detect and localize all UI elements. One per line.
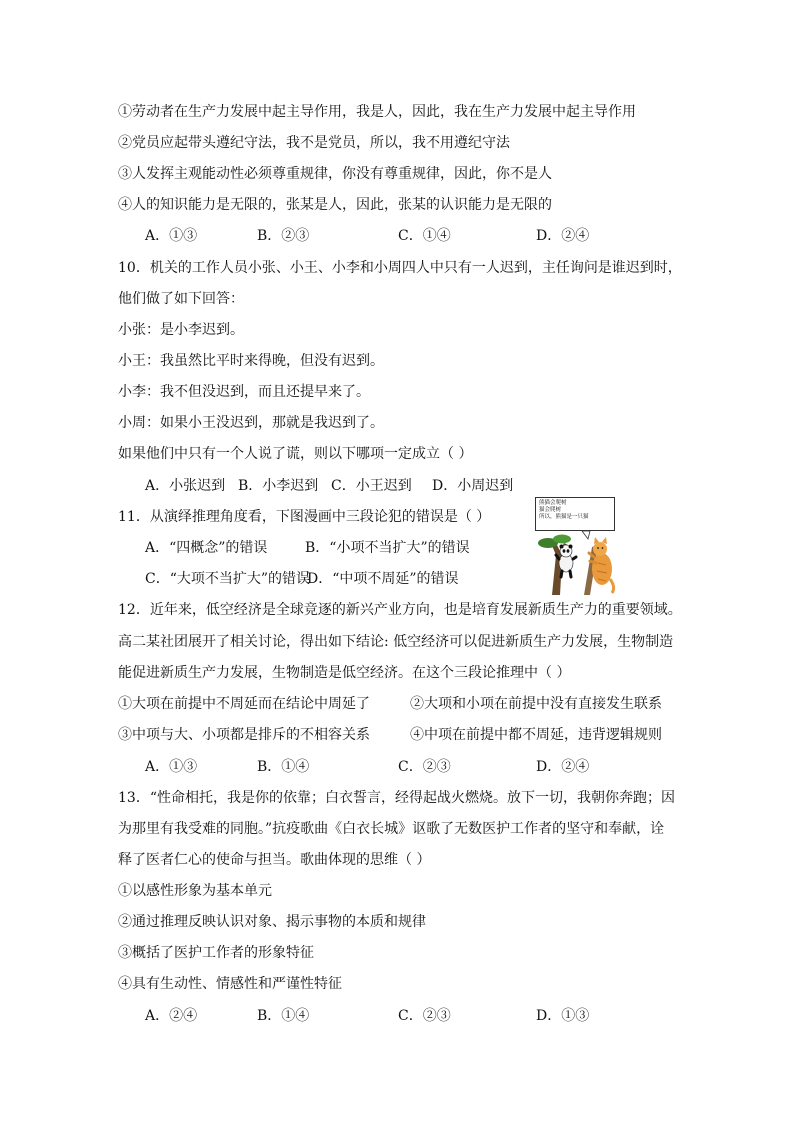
q10-option-b: B．小李迟到 [238, 478, 319, 494]
q11-stem: 11．从演绎推理角度看，下图漫画中三段论犯的错误是（ ） [118, 509, 491, 525]
q13-stem-line-1: 13．“性命相托，我是你的依靠；白衣誓言，经得起战火燃烧。放下一切，我朝你奔跑；因 [118, 790, 675, 806]
q12-stem-line-1: 12．近年来，低空经济是全球竞逐的新兴产业方向，也是培育发展新质生产力的重要领域。 [118, 602, 682, 618]
q13-stem-line-3: 释了医者仁心的使命与担当。歌曲体现的思维（ ） [118, 852, 431, 868]
cat-icon [589, 537, 614, 593]
q12-statement-3: ③中项与大、小项都是排斥的不相容关系 [118, 727, 370, 743]
q12-statement-4: ④中项在前提中都不周延，违背逻辑规则 [410, 727, 662, 743]
cartoon-text-line-1: 熊猫会爬树 [539, 500, 567, 506]
q13-option-d: D．①③ [536, 1008, 590, 1024]
q10-option-a: A．小张迟到 [145, 478, 226, 494]
q9-statement-3: ③人发挥主观能动性必须尊重规律，你没有尊重规律，因此，你不是人 [118, 166, 552, 182]
q12-statement-1: ①大项在前提中不周延而在结论中周延了 [118, 696, 370, 712]
q13-option-a: A．②④ [145, 1008, 198, 1024]
q13-statement-3: ③概括了医护工作者的形象特征 [118, 945, 314, 961]
q10-answer-wang: 小王：我虽然比平时来得晚，但没有迟到。 [118, 353, 384, 369]
panda-cat-cartoon [532, 497, 616, 595]
q10-option-d: D．小周迟到 [432, 478, 514, 494]
q10-stem-line-2: 他们做了如下回答： [118, 291, 244, 307]
q11-option-c: C．“大项不当扩大”的错误 [145, 571, 311, 587]
cartoon-text-line-2: 猫会爬树 [539, 507, 562, 513]
q9-option-b: B．②③ [257, 228, 310, 244]
q12-option-b: B．①④ [257, 759, 310, 775]
q12-stem-line-2: 高二某社团展开了相关讨论，得出如下结论: 低空经济可以促进新质生产力发展，生物制造 [118, 634, 674, 650]
q13-statement-1: ①以感性形象为基本单元 [118, 883, 272, 899]
q12-statement-2: ②大项和小项在前提中没有直接发生联系 [410, 696, 662, 712]
q10-stem-line-1: 10．机关的工作人员小张、小王、小李和小周四人中只有一人迟到，主任询问是谁迟到时， [118, 260, 682, 276]
q9-statement-4: ④人的知识能力是无限的，张某是人，因此，张某的认识能力是无限的 [118, 197, 552, 213]
cartoon-text-line-3: 所以，熊猫是一只猫 [539, 514, 589, 520]
q9-option-d: D．②④ [536, 228, 590, 244]
q11-option-b: B．“小项不当扩大”的错误 [305, 540, 470, 556]
q10-option-c: C．小王迟到 [331, 478, 412, 494]
q11-option-d: D．“中项不周延”的错误 [307, 571, 459, 587]
q10-answer-li: 小李：我不但没迟到，而且还提早来了。 [118, 384, 370, 400]
q10-answer-zhou: 小周：如果小王没迟到，那就是我迟到了。 [118, 415, 384, 431]
q12-option-d: D．②④ [536, 759, 590, 775]
q9-option-a: A．①③ [145, 228, 198, 244]
q9-statement-2: ②党员应起带头遵纪守法，我不是党员，所以，我不用遵纪守法 [118, 135, 510, 151]
q10-answer-zhang: 小张：是小李迟到。 [118, 322, 244, 338]
q12-option-c: C．②③ [398, 759, 451, 775]
q13-statement-2: ②通过推理反映认识对象、揭示事物的本质和规律 [118, 914, 426, 930]
q13-option-b: B．①④ [257, 1008, 310, 1024]
q11-option-a: A．“四概念”的错误 [145, 540, 268, 556]
q13-option-c: C．②③ [398, 1008, 451, 1024]
tree-leaves-right [553, 535, 571, 544]
q12-stem-line-3: 能促进新质生产力发展，生物制造是低空经济。在这个三段论推理中（ ） [118, 665, 571, 681]
q13-statement-4: ④具有生动性、情感性和严谨性特征 [118, 976, 342, 992]
q9-option-c: C．①④ [398, 228, 451, 244]
q13-stem-line-2: 为那里有我受难的同胞。”抗疫歌曲《白衣长城》讴歌了无数医护工作者的坚守和奉献，诠 [118, 821, 665, 837]
q9-statement-1: ①劳动者在生产力发展中起主导作用，我是人，因此，我在生产力发展中起主导作用 [118, 104, 636, 120]
q10-question: 如果他们中只有一个人说了谎，则以下哪项一定成立（ ） [118, 446, 473, 462]
q12-option-a: A．①③ [145, 759, 198, 775]
